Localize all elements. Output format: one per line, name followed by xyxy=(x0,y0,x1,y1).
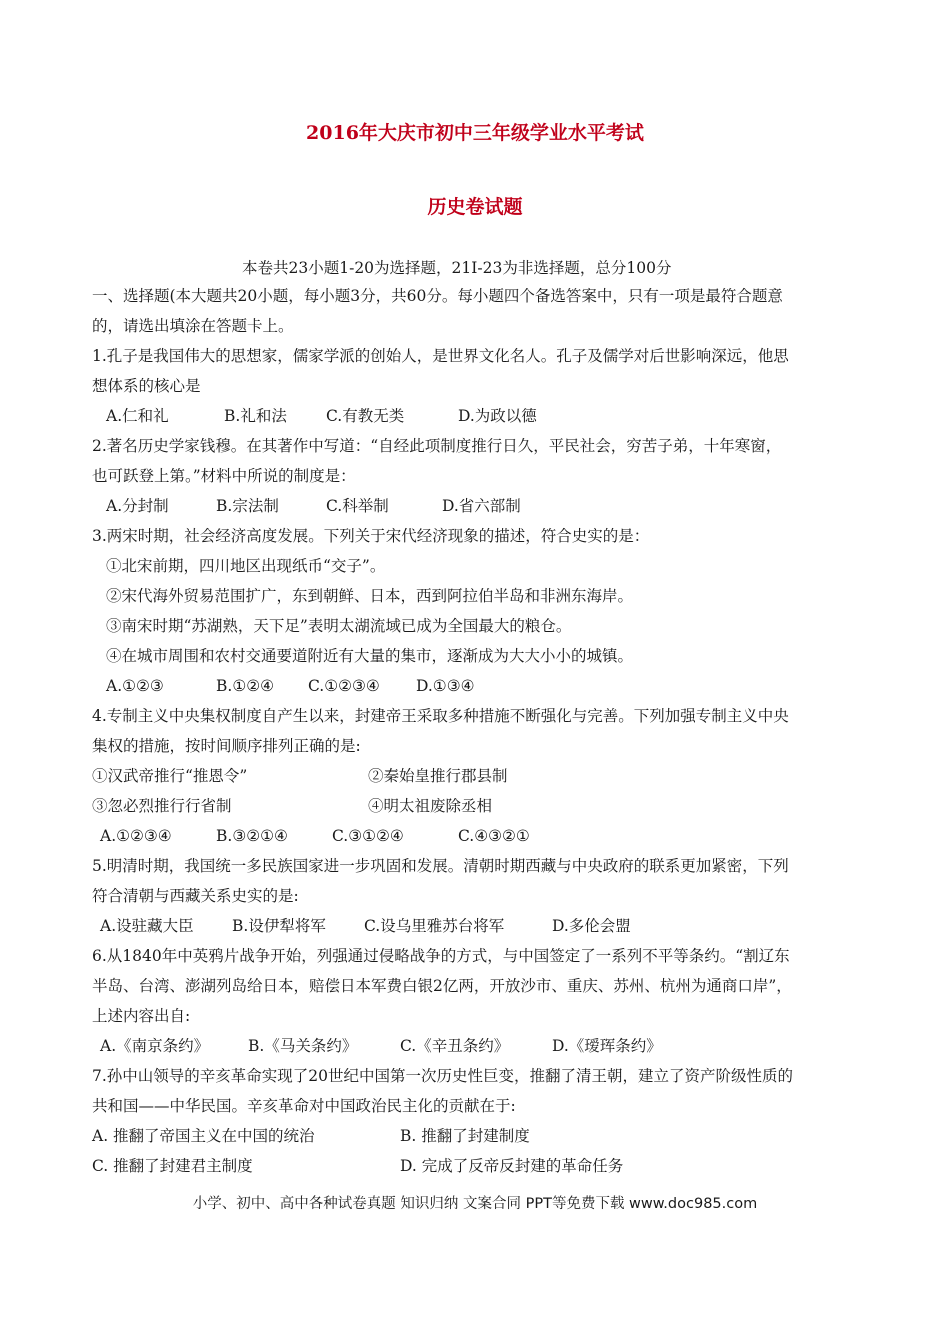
q6-option-b: B.《马关条约》 xyxy=(248,1037,358,1055)
exam-title: 2016年大庆市初中三年级学业水平考试 xyxy=(306,122,644,144)
q6-option-d: D.《瑷珲条约》 xyxy=(552,1037,662,1055)
q2-option-a: A.分封制 xyxy=(106,497,169,515)
question-1-cont: 想体系的核心是 xyxy=(92,377,201,395)
q4-statement-1: ①汉武帝推行“推恩令” xyxy=(92,767,248,785)
q7-option-c: C. 推翻了封建君主制度 xyxy=(92,1157,253,1175)
question-3: 3.两宋时期，社会经济高度发展。下列关于宋代经济现象的描述，符合史实的是： xyxy=(92,527,650,545)
q5-option-b: B.设伊犁将军 xyxy=(232,917,326,935)
question-2-cont: 也可跃登上第。”材料中所说的制度是： xyxy=(92,467,356,485)
q2-option-c: C.科举制 xyxy=(326,497,389,515)
section-heading-cont: 的，请选出填涂在答题卡上。 xyxy=(92,317,294,335)
q4-option-d: C.④③②① xyxy=(458,827,530,845)
q4-option-b: B.③②①④ xyxy=(216,827,288,845)
q7-option-a: A. 推翻了帝国主义在中国的统治 xyxy=(92,1127,315,1145)
question-7: 7.孙中山领导的辛亥革命实现了20世纪中国第一次历史性巨变，推翻了清王朝，建立了资产阶级性质的 xyxy=(92,1067,794,1085)
q3-option-c: C.①②③④ xyxy=(308,677,380,695)
question-6-cont: 半岛、台湾、澎湖列岛给日本，赔偿日本军费白银2亿两，开放沙市、重庆、苏州、杭州为通商口岸”， xyxy=(92,977,792,995)
q5-option-d: D.多伦会盟 xyxy=(552,917,631,935)
q2-option-b: B.宗法制 xyxy=(216,497,279,515)
q4-statement-2: ②秦始皇推行郡县制 xyxy=(368,767,508,785)
q3-option-a: A.①②③ xyxy=(106,677,164,695)
question-5: 5.明清时期，我国统一多民族国家进一步巩固和发展。清朝时期西藏与中央政府的联系更加紧密，下列 xyxy=(92,857,789,875)
section-heading: 一、选择题(本大题共20小题，每小题3分，共60分。每小题四个备选答案中，只有一项是最符合题意 xyxy=(92,287,783,305)
q4-statement-4: ④明太祖废除丞相 xyxy=(368,797,493,815)
q3-statement-1: ①北宋前期，四川地区出现纸币“交子”。 xyxy=(106,557,386,575)
q1-option-d: D.为政以德 xyxy=(458,407,537,425)
q1-option-b: B.礼和法 xyxy=(224,407,287,425)
q1-option-c: C.有教无类 xyxy=(326,407,405,425)
q1-option-a: A.仁和礼 xyxy=(106,407,169,425)
question-7-cont: 共和国——中华民国。辛亥革命对中国政治民主化的贡献在于: xyxy=(92,1097,516,1115)
question-6: 6.从1840年中英鸦片战争开始，列强通过侵略战争的方式，与中国签定了一系列不平等条约。“割辽东 xyxy=(92,947,790,965)
question-1: 1.孔子是我国伟大的思想家，儒家学派的创始人，是世界文化名人。孔子及儒学对后世影响深远，他思 xyxy=(92,347,789,365)
q3-statement-3: ③南宋时期“苏湖熟，天下足”表明太湖流域已成为全国最大的粮仓。 xyxy=(106,617,572,635)
q3-option-d: D.①③④ xyxy=(416,677,475,695)
q5-option-c: C.设乌里雅苏台将军 xyxy=(364,917,505,935)
q2-option-d: D.省六部制 xyxy=(442,497,521,515)
q7-option-d: D. 完成了反帝反封建的革命任务 xyxy=(400,1157,624,1175)
q4-option-a: A.①②③④ xyxy=(100,827,172,845)
q4-option-c: C.③①②④ xyxy=(332,827,404,845)
q6-option-a: A.《南京条约》 xyxy=(100,1037,210,1055)
q3-statement-4: ④在城市周围和农村交通要道附近有大量的集市，逐渐成为大大小小的城镇。 xyxy=(106,647,634,665)
question-4: 4.专制主义中央集权制度自产生以来，封建帝王采取多种措施不断强化与完善。下列加强专制主义中央 xyxy=(92,707,789,725)
question-4-cont: 集权的措施，按时间顺序排列正确的是: xyxy=(92,737,361,755)
q4-statement-3: ③忽必烈推行行省制 xyxy=(92,797,232,815)
q6-option-c: C.《辛丑条约》 xyxy=(400,1037,510,1055)
q3-option-b: B.①②④ xyxy=(216,677,275,695)
question-6-cont-2: 上述内容出自: xyxy=(92,1007,191,1025)
footer-text: 小学、初中、高中各种试卷真题 知识归纳 文案合同 PPT等免费下载 www.doc985.com xyxy=(192,1196,758,1212)
q5-option-a: A.设驻藏大臣 xyxy=(100,917,194,935)
q7-option-b: B. 推翻了封建制度 xyxy=(400,1127,530,1145)
exam-subtitle: 历史卷试题 xyxy=(427,196,523,218)
question-5-cont: 符合清朝与西藏关系史实的是: xyxy=(92,887,299,905)
q3-statement-2: ②宋代海外贸易范围扩广，东到朝鲜、日本，西到阿拉伯半岛和非洲东海岸。 xyxy=(106,587,634,605)
exam-intro: 本卷共23小题1-20为选择题，21I-23为非选择题，总分100分 xyxy=(242,259,672,277)
question-2: 2.著名历史学家钱穆。在其著作中写道：“自经此项制度推行日久，平民社会，穷苦子弟，十年寒窗， xyxy=(92,437,782,455)
